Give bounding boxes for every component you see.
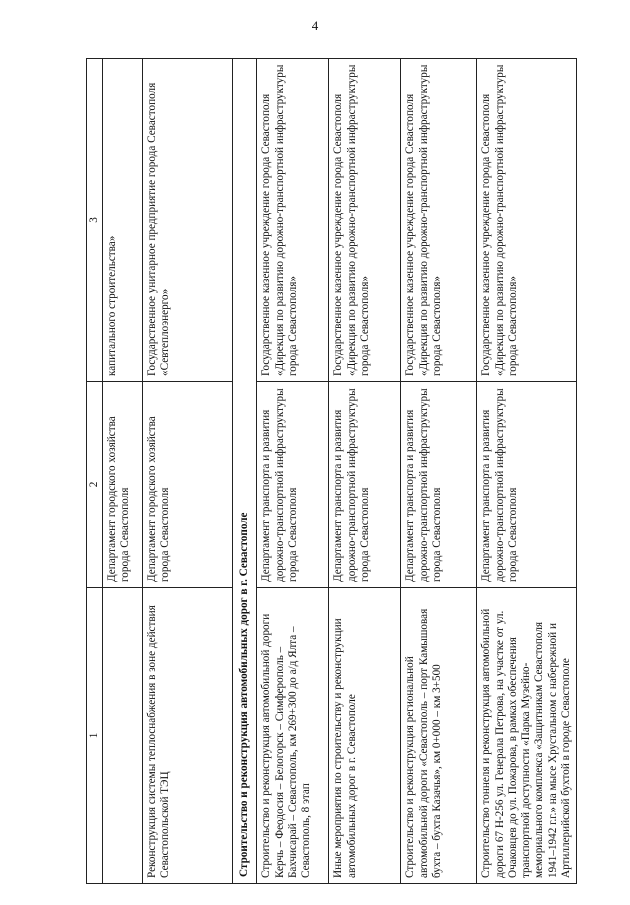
table-cell: Департамент городского хозяйства города Севастополя xyxy=(143,382,233,588)
table-cell: Строительство и реконструкция автомобильной дороги Керчь – Феодосия – Белогорск – Симферополь – Бахчисарай – Севастополь, км 269+300 до а/д Ялта – Севастополь, 8 этап xyxy=(257,588,329,884)
table-cell: Государственное казенное учреждение города Севастополя «Дирекция по развитию дорожно-транспортной инфраструктуры города Севастополя» xyxy=(329,59,401,382)
rotated-table-container xyxy=(86,58,572,884)
table-row xyxy=(103,59,143,884)
section-row xyxy=(233,59,257,884)
table-cell: Департамент транспорта и развития дорожно-транспортной инфраструктуры города Севастополя xyxy=(401,382,477,588)
column-header: 3 xyxy=(87,59,103,382)
table-cell: Департамент транспорта и развития дорожно-транспортной инфраструктуры города Севастополя xyxy=(477,382,577,588)
page-number: 4 xyxy=(311,18,319,33)
table-cell: Государственное унитарное предприятие города Севастополя «Севтеплоэнерго» xyxy=(143,59,233,382)
table-row xyxy=(329,59,401,884)
table-row xyxy=(401,59,477,884)
table-cell: Государственное казенное учреждение города Севастополя «Дирекция по развитию дорожно-транспортной инфраструктуры города Севастополя» xyxy=(401,59,477,382)
table-cell: Строительство и реконструкция региональной автомобильной дороги «Севастополь – порт Камышовая бухта – бухта Казачья», км 0+000 – км 3+500 xyxy=(401,588,477,884)
table-cell: Строительство тоннеля и реконструкция автомобильной дороги 67 Н-256 ул. Генерала Петрова, на участке от ул. Очаковцев до ул. Пожарова, в рамках обеспечения транспортной доступности «Парка Музейно-мемориального комплекса «Защитникам Севастополя 1941–1942 г.г.» на мысе Хрустальном с набережной и Артиллерийской бухтой в городе Севастополе xyxy=(477,588,577,884)
table-row xyxy=(257,59,329,884)
table-row xyxy=(143,59,233,884)
section-title: Строительство и реконструкция автомобильных дорог в г. Севастополе xyxy=(233,59,257,884)
table-cell: Департамент транспорта и развития дорожно-транспортной инфраструктуры города Севастополя xyxy=(257,382,329,588)
table-cell: Иные мероприятия по строительству и реконструкции автомобильных дорог в г. Севастополе xyxy=(329,588,401,884)
column-header: 1 xyxy=(87,588,103,884)
table-cell xyxy=(103,588,143,884)
table-cell: Департамент городского хозяйства города Севастополя xyxy=(103,382,143,588)
table-cell: Реконструкция системы теплоснабжения в зоне действия Севастопольской ТЭЦ xyxy=(143,588,233,884)
table-cell: Департамент транспорта и развития дорожно-транспортной инфраструктуры города Севастополя xyxy=(329,382,401,588)
objects-table xyxy=(86,58,577,884)
column-header: 2 xyxy=(87,382,103,588)
table-cell: капитального строительства» xyxy=(103,59,143,382)
table-row xyxy=(477,59,577,884)
table-header-row xyxy=(87,59,103,884)
table-cell: Государственное казенное учреждение города Севастополя «Дирекция по развитию дорожно-транспортной инфраструктуры города Севастополя» xyxy=(257,59,329,382)
table-cell: Государственное казенное учреждение города Севастополя «Дирекция по развитию дорожно-транспортной инфраструктуры города Севастополя» xyxy=(477,59,577,382)
